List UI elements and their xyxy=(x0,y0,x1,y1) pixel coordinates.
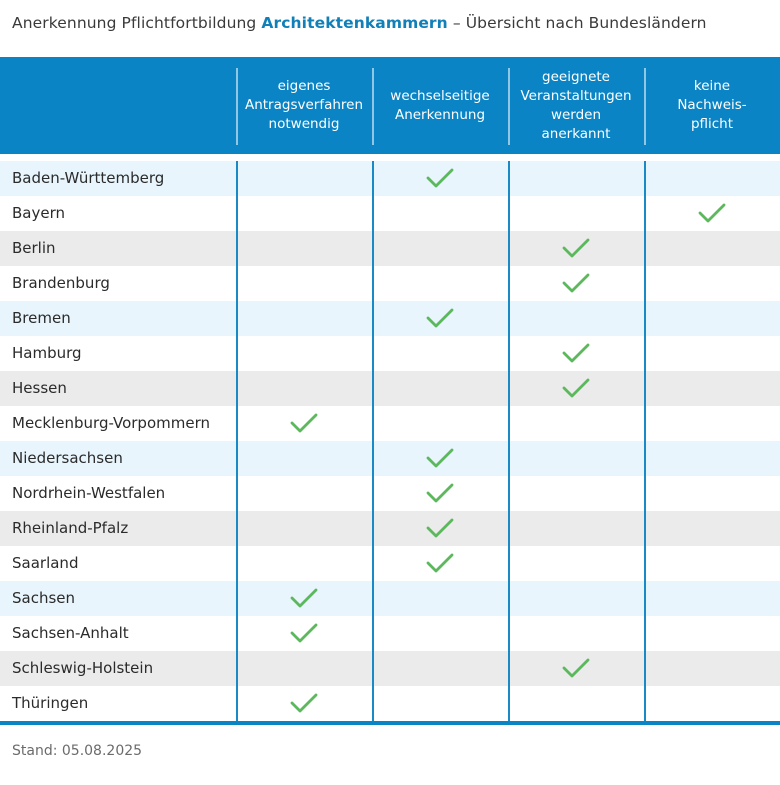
table-row xyxy=(0,196,780,231)
row-label: Bremen xyxy=(12,309,71,327)
table-row xyxy=(0,371,780,406)
title-prefix: Anerkennung Pflichtfortbildung xyxy=(12,14,262,32)
column-header-label: geeignete Veranstaltungen werden anerkannt xyxy=(520,68,632,142)
row-label: Brandenburg xyxy=(12,274,110,292)
column-divider xyxy=(372,161,374,721)
table-row xyxy=(0,441,780,476)
column-header-label: keine Nachweis- pflicht xyxy=(677,78,747,132)
checkmark-icon xyxy=(425,166,455,190)
table-row xyxy=(0,581,780,616)
row-label: Rheinland-Pfalz xyxy=(12,519,129,537)
checkmark-icon xyxy=(425,516,455,540)
table-row xyxy=(0,336,780,371)
checkmark-icon xyxy=(561,341,591,365)
checkmark-icon xyxy=(561,236,591,260)
row-label: Sachsen xyxy=(12,589,76,607)
column-header-2 xyxy=(372,57,508,154)
table-header xyxy=(0,57,780,154)
header-divider xyxy=(508,68,510,145)
column-header-4 xyxy=(644,57,780,154)
row-label: Thüringen xyxy=(12,694,89,712)
row-label: Bayern xyxy=(12,204,65,222)
table-row xyxy=(0,546,780,581)
checkmark-icon xyxy=(425,306,455,330)
header-divider xyxy=(372,68,374,145)
table-row xyxy=(0,266,780,301)
chart-title xyxy=(12,14,707,32)
row-label: Schleswig-Holstein xyxy=(12,659,154,677)
column-divider xyxy=(644,161,646,721)
checkmark-icon xyxy=(425,446,455,470)
checkmark-icon xyxy=(289,586,319,610)
row-label: Mecklenburg-Vorpommern xyxy=(12,414,210,432)
checkmark-icon xyxy=(289,621,319,645)
checkmark-icon xyxy=(561,271,591,295)
row-label: Hamburg xyxy=(12,344,82,362)
table-body xyxy=(0,161,780,721)
title-suffix: – Übersicht nach Bundesländern xyxy=(447,14,707,32)
table-row xyxy=(0,511,780,546)
table-bottom-rule xyxy=(0,721,780,725)
title-highlight: Architektenkammern xyxy=(261,14,448,32)
checkmark-icon xyxy=(697,201,727,225)
row-label: Niedersachsen xyxy=(12,449,123,467)
column-divider xyxy=(508,161,510,721)
column-header-1 xyxy=(236,57,372,154)
row-label: Hessen xyxy=(12,379,67,397)
table-row xyxy=(0,301,780,336)
row-label: Saarland xyxy=(12,554,79,572)
column-header-label: wechselseitige Anerkennung xyxy=(390,87,490,123)
footer-date: Stand: 05.08.2025 xyxy=(12,743,143,759)
column-divider xyxy=(236,161,238,721)
table-row xyxy=(0,161,780,196)
table-row xyxy=(0,616,780,651)
column-header-3 xyxy=(508,57,644,154)
table-row xyxy=(0,686,780,721)
checkmark-icon xyxy=(289,691,319,715)
checkmark-icon xyxy=(289,411,319,435)
checkmark-icon xyxy=(561,656,591,680)
checkmark-icon xyxy=(425,551,455,575)
row-label: Sachsen-Anhalt xyxy=(12,624,129,642)
row-label: Baden-Württemberg xyxy=(12,169,165,187)
row-label: Berlin xyxy=(12,239,56,257)
header-divider xyxy=(644,68,646,145)
column-header-label: eigenes Antragsverfahren notwendig xyxy=(244,78,364,132)
header-divider xyxy=(236,68,238,145)
table-row xyxy=(0,476,780,511)
checkmark-icon xyxy=(561,376,591,400)
table-row xyxy=(0,406,780,441)
table-row xyxy=(0,651,780,686)
table-row xyxy=(0,231,780,266)
row-label: Nordrhein-Westfalen xyxy=(12,484,166,502)
checkmark-icon xyxy=(425,481,455,505)
